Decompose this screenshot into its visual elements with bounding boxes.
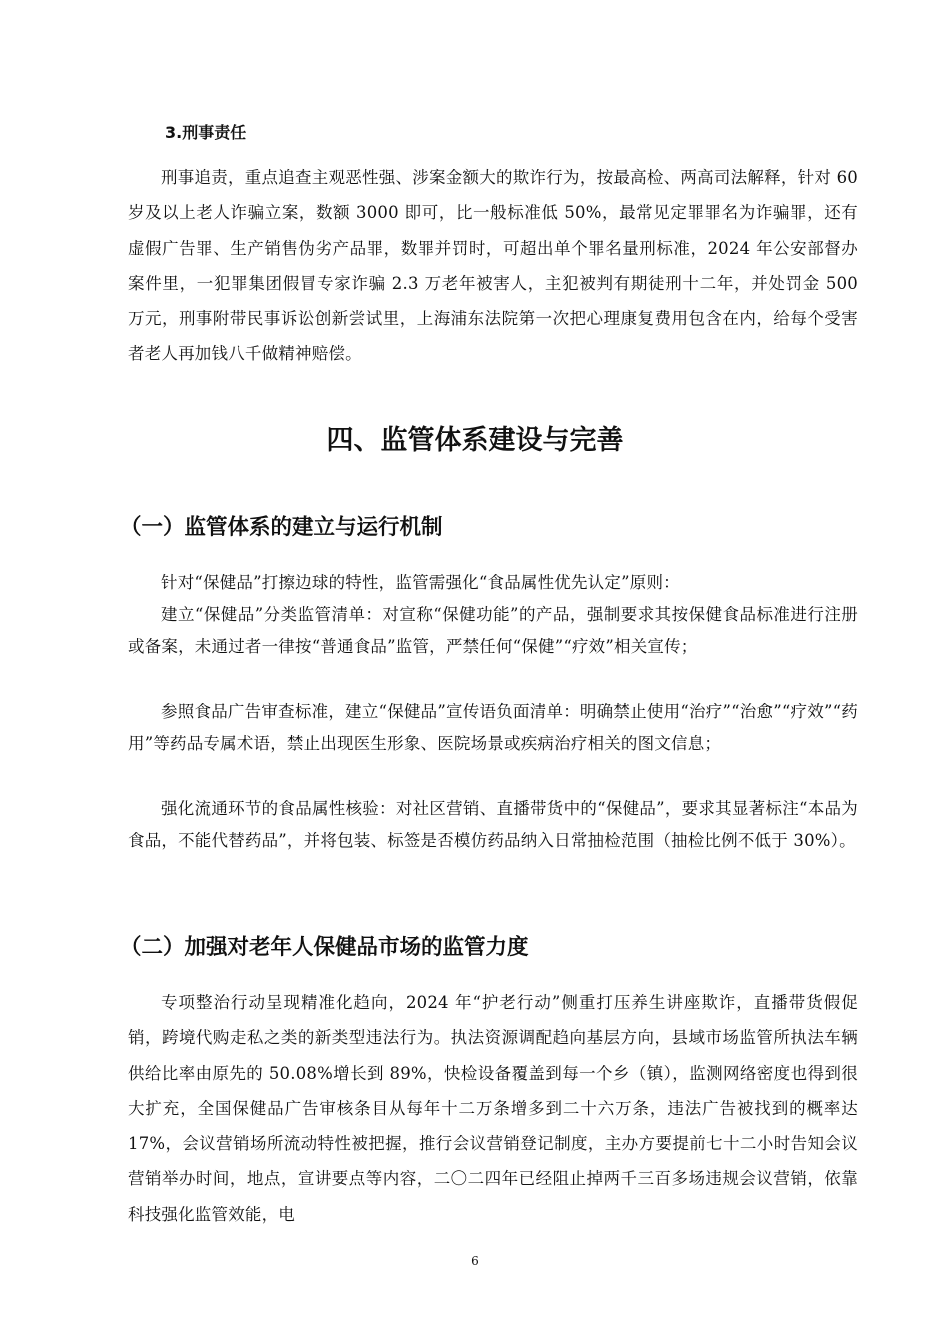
section-heading-supervision: （二）加强对老年人保健品市场的监管力度 — [120, 935, 529, 960]
page-number: 6 — [471, 1254, 479, 1268]
chapter-title: 四、监管体系建设与完善 — [326, 425, 624, 456]
mechanism-paragraph-classification: 建立“保健品”分类监管清单：对宣称“保健功能”的产品，强制要求其按保健食品标准进行注册或备案，未通过者一律按“普通食品”监管，严禁任何“保健”“疗效”相关宣传； — [128, 605, 858, 657]
mechanism-intro-paragraph: 针对“保健品”打擦边球的特性，监管需强化“食品属性优先认定”原则： — [161, 573, 680, 592]
mechanism-paragraph-circulation: 强化流通环节的食品属性核验：对社区营销、直播带货中的“保健品”，要求其显著标注“本品为食品，不能代替药品”，并将包装、标签是否模仿药品纳入日常抽检范围（抽检比例不低于 30%）。 — [128, 799, 858, 851]
subsection-heading-criminal-liability: 3.刑事责任 — [165, 123, 247, 142]
section-heading-mechanism: （一）监管体系的建立与运行机制 — [120, 515, 443, 540]
mechanism-paragraph-negative-list: 参照食品广告审查标准，建立“保健品”宣传语负面清单：明确禁止使用“治疗”“治愈”“疗效”“药用”等药品专属术语，禁止出现医生形象、医院场景或疾病治疗相关的图文信息； — [128, 702, 858, 754]
supervision-paragraph: 专项整治行动呈现精准化趋向，2024 年“护老行动”侧重打压养生讲座欺诈，直播带货假促销，跨境代购走私之类的新类型违法行为。执法资源调配趋向基层方向，县域市场监管所执法车辆供给比率由原先的 50.08%增长到 89%，快检设备覆盖到每一个乡（镇），监测网络密度也得到很大扩充，全国保健品广告审核条目从每年十二万条增多到二十六万条，违法广告被找到的概率达 17%，会议营销场所流动特性被把握，推行会议营销登记制度，主办方要提前七十二小时告知会议营销举办时间，地点，宣讲要点等内容，二〇二四年已经阻止掉两千三百多场违规会议营销，依靠科技强化监管效能，电 — [128, 993, 858, 1224]
criminal-liability-paragraph: 刑事追责，重点追查主观恶性强、涉案金额大的欺诈行为，按最高检、两高司法解释，针对 60 岁及以上老人诈骗立案，数额 3000 即可，比一般标准低 50%，最常见定罪罪名为诈骗罪，还有虚假广告罪、生产销售伪劣产品罪，数罪并罚时，可超出单个罪名量刑标准，2024 年公安部督办案件里，一犯罪集团假冒专家诈骗 2.3 万老年被害人，主犯被判有期徒刑十二年，并处罚金 500 万元，刑事附带民事诉讼创新尝试里，上海浦东法院第一次把心理康复费用包含在内，给每个受害者老人再加钱八千做精神赔偿。 — [128, 168, 858, 364]
